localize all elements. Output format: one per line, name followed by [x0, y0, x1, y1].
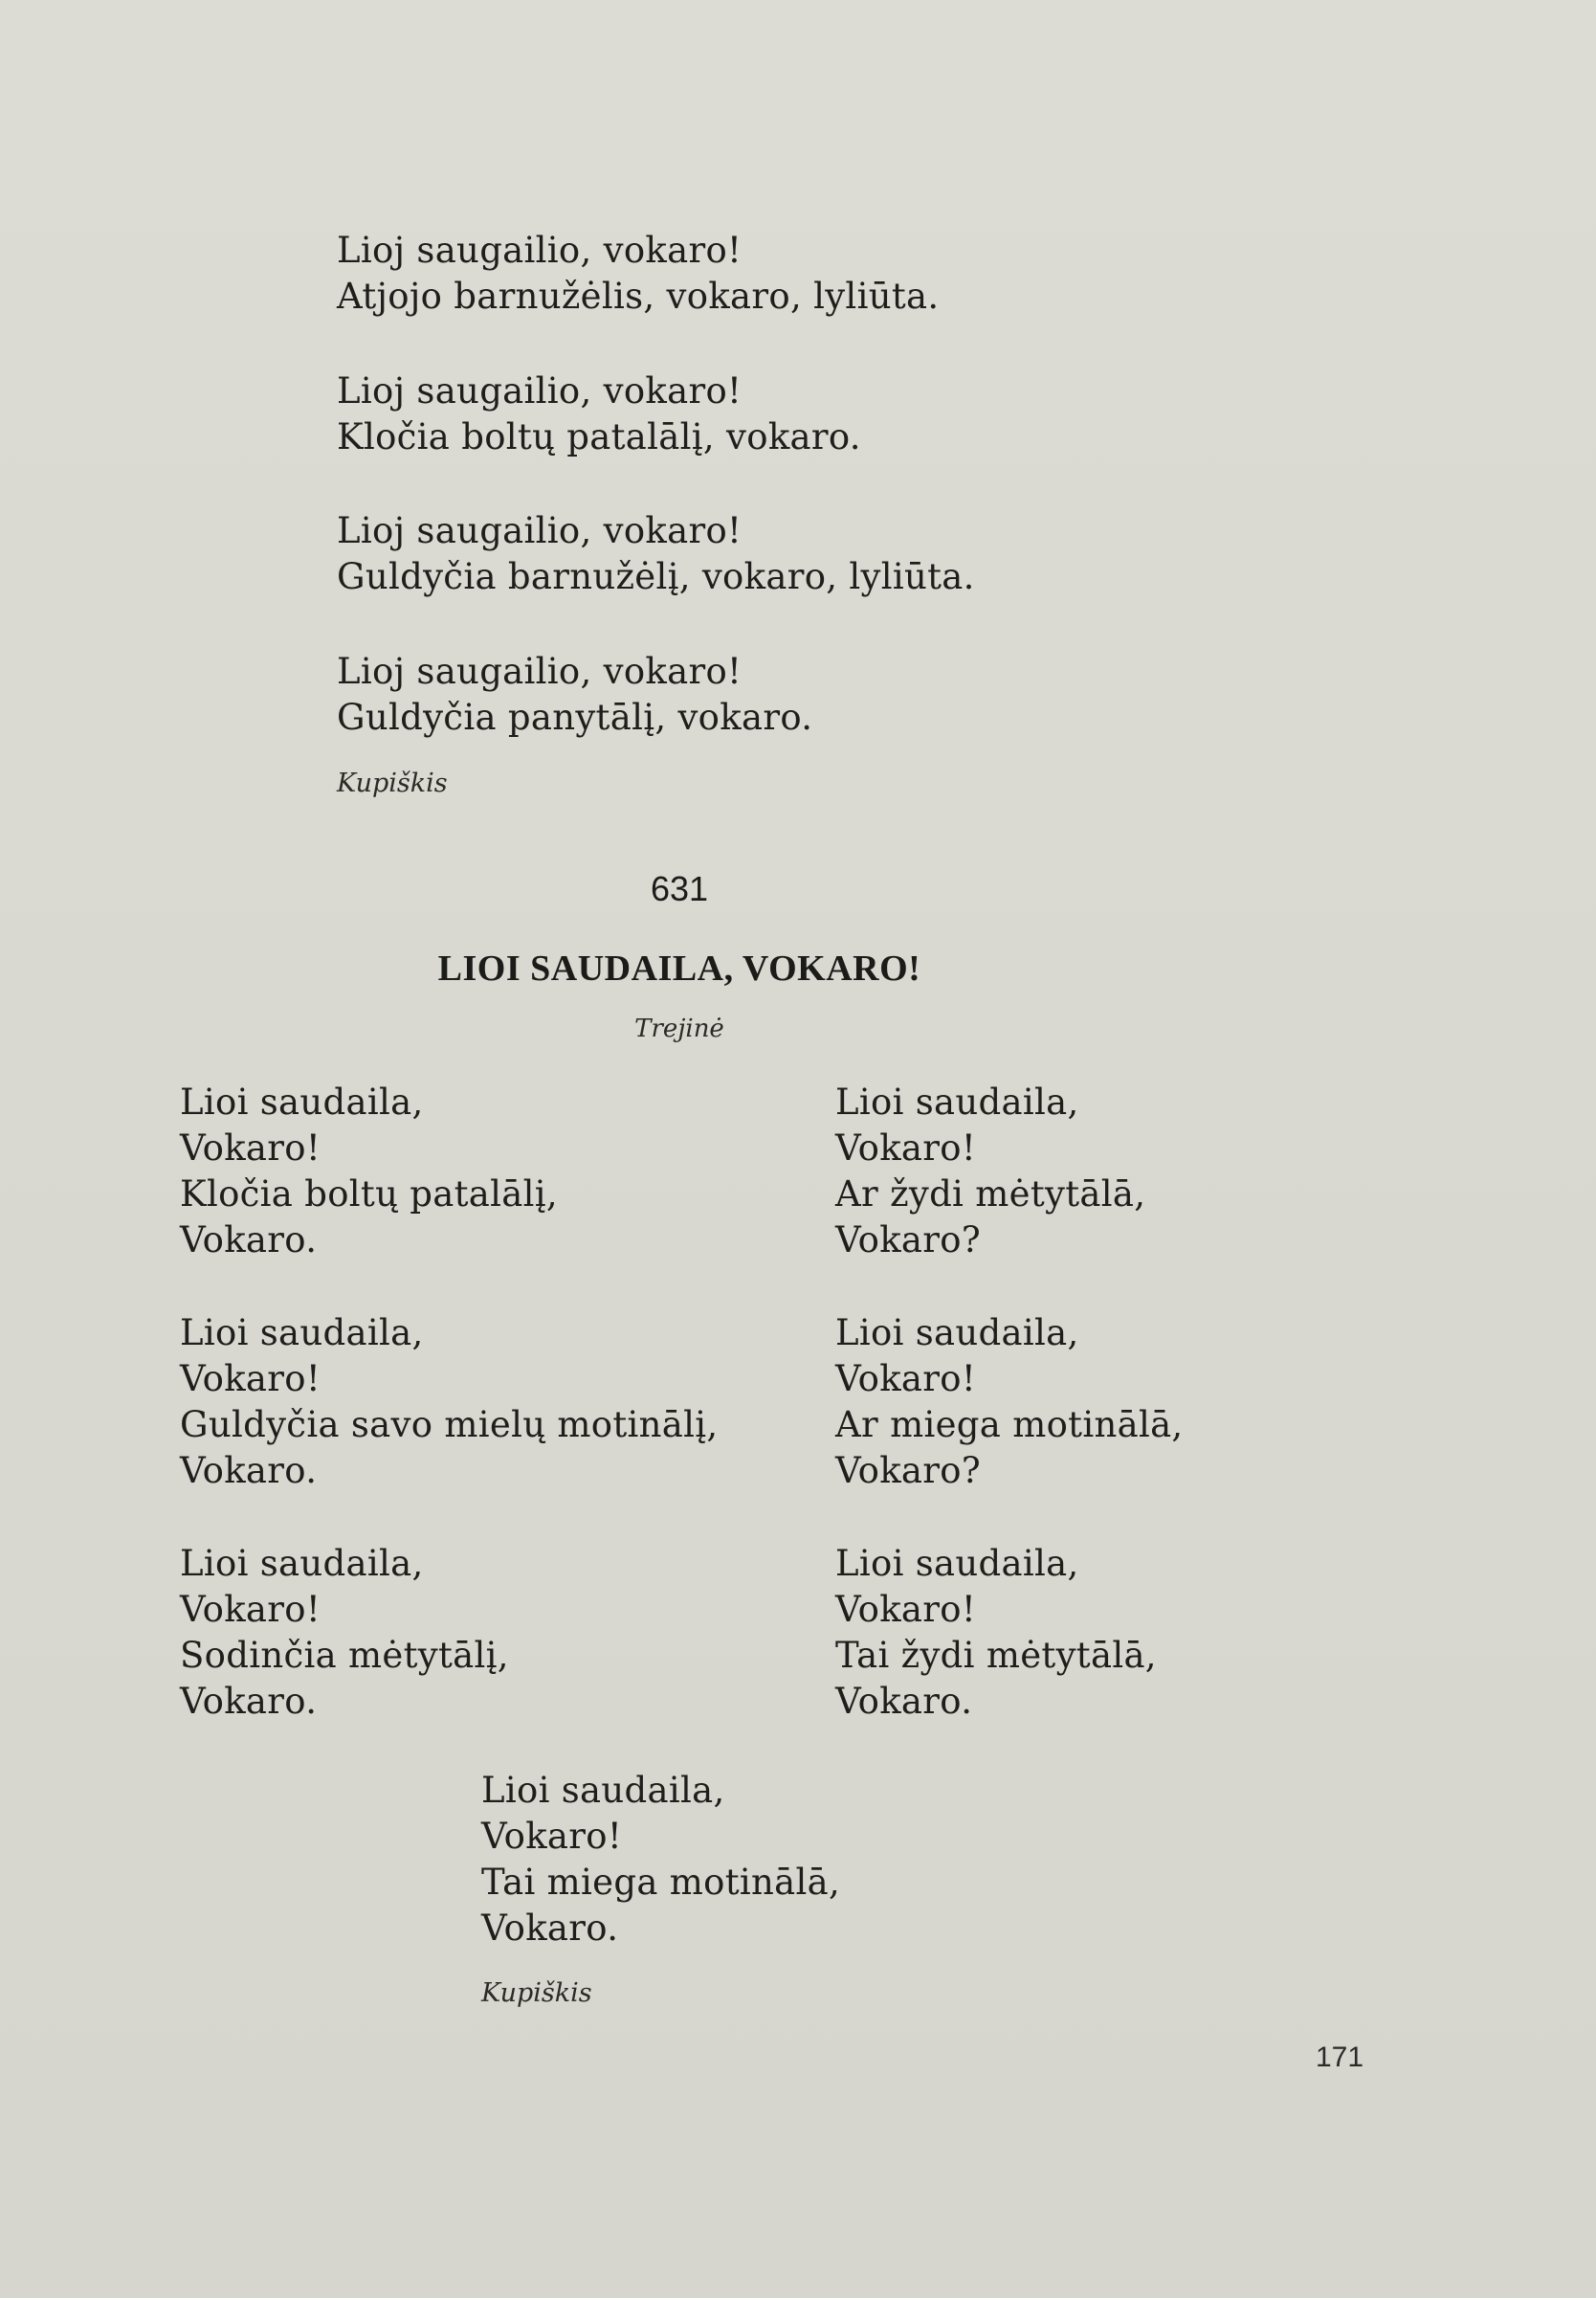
stanza-line: Ar miega motinālā,	[835, 1404, 1184, 1445]
stanza-line: Guldyčia savo mielų motinālį,	[180, 1404, 719, 1445]
page-number: 171	[1316, 2041, 1364, 2073]
stanza-line: Kločia boltų patalālį,	[180, 1173, 558, 1215]
prev-stanza-2	[337, 368, 861, 460]
song-subtitle: Trejinė	[634, 1015, 724, 1043]
stanza-line: Ar žydi mėtytālā,	[835, 1173, 1146, 1215]
right-stanza-3	[835, 1541, 1157, 1725]
stanza-line: Lioj saugailio, vokaro!	[337, 510, 743, 551]
prev-stanza-3	[337, 508, 975, 600]
left-stanza-3	[180, 1541, 509, 1725]
stanza-line: Kločia boltų patalālį, vokaro.	[337, 416, 861, 457]
prev-stanza-4	[337, 649, 812, 741]
song-number: 631	[650, 869, 709, 908]
stanza-line: Lioi saudaila,	[180, 1312, 424, 1353]
stanza-line: Tai žydi mėtytālā,	[835, 1635, 1157, 1676]
stanza-line: Vokaro!	[835, 1127, 977, 1169]
stanza-line: Guldyčia barnužėlį, vokaro, lyliūta.	[337, 556, 975, 597]
stanza-line: Guldyčia panytālį, vokaro.	[337, 697, 813, 738]
stanza-line: Lioi saudaila,	[835, 1312, 1079, 1353]
stanza-line: Vokaro!	[835, 1358, 977, 1399]
stanza-line: Tai miega motinālā,	[481, 1862, 841, 1903]
stanza-line: Lioi saudaila,	[180, 1543, 424, 1584]
stanza-line: Vokaro.	[835, 1681, 973, 1722]
stanza-line: Lioj saugailio, vokaro!	[337, 651, 743, 692]
stanza-line: Vokaro?	[835, 1219, 981, 1261]
stanza-line: Lioi saudaila,	[835, 1082, 1079, 1123]
stanza-line: Vokaro!	[180, 1589, 321, 1630]
prev-stanza-1	[337, 228, 939, 320]
left-stanza-2	[180, 1310, 719, 1494]
stanza-line: Vokaro?	[835, 1450, 981, 1491]
prev-song-place: Kupiškis	[337, 769, 448, 798]
stanza-line: Lioj saugailio, vokaro!	[337, 230, 743, 271]
final-stanza	[481, 1768, 840, 1952]
stanza-line: Atjojo barnužėlis, vokaro, lyliūta.	[337, 276, 940, 317]
right-stanza-1	[835, 1080, 1145, 1263]
stanza-line: Vokaro.	[180, 1681, 318, 1722]
stanza-line: Vokaro!	[180, 1127, 321, 1169]
stanza-line: Vokaro!	[481, 1816, 623, 1857]
stanza-line: Vokaro.	[481, 1908, 619, 1949]
stanza-line: Lioi saudaila,	[481, 1770, 725, 1811]
left-stanza-1	[180, 1080, 558, 1263]
stanza-line: Lioi saudaila,	[180, 1082, 424, 1123]
stanza-line: Lioj saugailio, vokaro!	[337, 370, 743, 412]
stanza-line: Vokaro!	[180, 1358, 321, 1399]
right-stanza-2	[835, 1310, 1184, 1494]
stanza-line: Vokaro!	[835, 1589, 977, 1630]
song-place: Kupiškis	[481, 1978, 592, 2008]
stanza-line: Vokaro.	[180, 1219, 318, 1261]
stanza-line: Sodinčia mėtytālį,	[180, 1635, 509, 1676]
stanza-line: Vokaro.	[180, 1450, 318, 1491]
song-title: LIOI SAUDAILA, VOKARO!	[437, 948, 921, 989]
stanza-line: Lioi saudaila,	[835, 1543, 1079, 1584]
